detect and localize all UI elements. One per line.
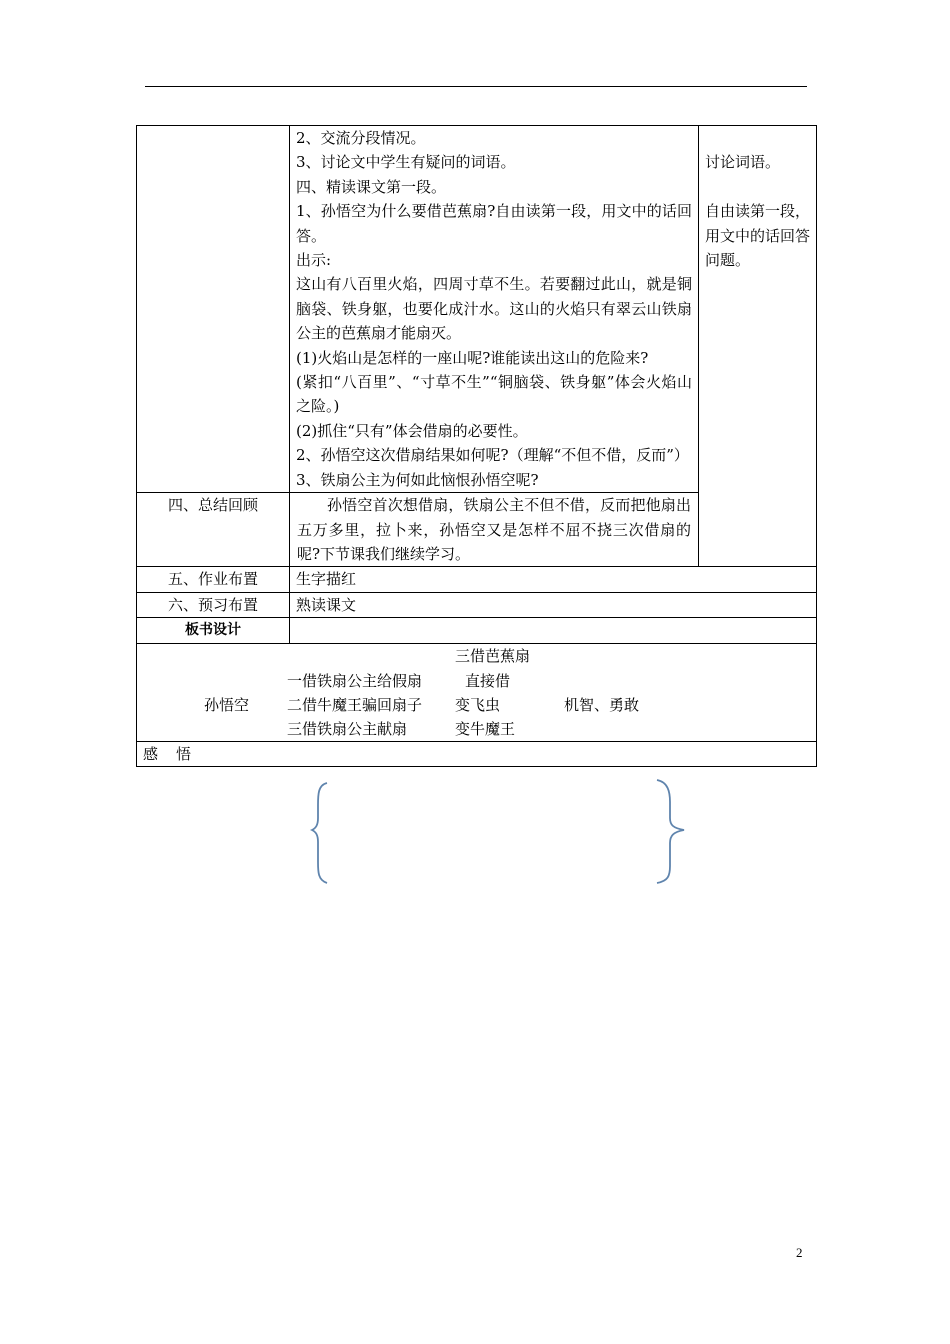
process-line: (2)抓住“只有”体会借扇的必要性。 xyxy=(296,421,528,440)
board-design-cell xyxy=(137,643,817,741)
student-activity-cell xyxy=(699,126,817,567)
summary-label: 四、总结回顾 xyxy=(137,493,290,567)
homework-row xyxy=(137,567,817,592)
board-event: 三借铁扇公主献扇 xyxy=(287,719,408,738)
summary-content-cell xyxy=(290,493,699,567)
board-method: 变飞虫 xyxy=(455,695,501,714)
board-method: 变牛魔王 xyxy=(455,719,516,738)
board-quality: 机智、勇敢 xyxy=(564,695,640,714)
lesson-plan-table xyxy=(136,125,817,767)
board-design-row xyxy=(137,643,817,741)
board-title: 三借芭蕉扇 xyxy=(455,646,531,665)
process-line: (1)火焰山是怎样的一座山呢?谁能读出这山的危险来? xyxy=(296,348,649,367)
board-event: 一借铁扇公主给假扇 xyxy=(287,671,423,690)
homework-text: 生字描红 xyxy=(290,567,817,592)
right-brace xyxy=(657,780,684,883)
board-design-label: 板书设计 xyxy=(137,618,290,643)
board-method: 直接借 xyxy=(465,671,511,690)
header-rule xyxy=(145,86,807,87)
quoted-passage: 这山有八百里火焰，四周寸草不生。若要翻过此山，就是铜脑袋、铁身躯，也要化成汁水。这山的火焰只有翠云山铁扇公主的芭蕉扇才能扇灭。 xyxy=(296,275,692,343)
reflection-label: 感悟 xyxy=(143,744,210,763)
process-line: (紧扣“八百里”、“寸草不生”“铜脑袋、铁身躯”体会火焰山之险。) xyxy=(296,373,692,416)
process-line: 2、孙悟空这次借扇结果如何呢?（理解“不但不借，反而”） xyxy=(296,446,689,465)
preview-label: 六、预习布置 xyxy=(137,592,290,617)
process-content-cell xyxy=(290,126,699,493)
teaching-process-row xyxy=(137,126,817,493)
summary-text: 孙悟空首次想借扇，铁扇公主不但不借，反而把他扇出五万多里，拉卜来，孙悟空又是怎样不屈不挠三次借扇的呢?下节课我们继续学习。 xyxy=(297,496,691,563)
process-line: 1、孙悟空为什么要借芭蕉扇?自由读第一段，用文中的话回答。 xyxy=(296,202,692,245)
student-note: 自由读第一段，用文中的话回答问题。 xyxy=(705,202,811,269)
board-design-header-empty xyxy=(290,618,817,643)
board-design-header-row xyxy=(137,618,817,643)
page-number: 2 xyxy=(796,1245,803,1260)
preview-text: 熟读课文 xyxy=(290,592,817,617)
preview-row xyxy=(137,592,817,617)
process-label-cell xyxy=(137,126,290,493)
left-brace xyxy=(312,783,327,883)
process-line: 出示: xyxy=(296,251,332,270)
student-note: 讨论词语。 xyxy=(705,153,781,172)
process-line: 3、讨论文中学生有疑问的词语。 xyxy=(296,153,516,172)
board-event: 二借牛魔王骗回扇子 xyxy=(287,695,423,714)
reflection-row xyxy=(137,741,817,766)
board-hero: 孙悟空 xyxy=(204,695,250,714)
reflection-cell xyxy=(137,741,817,766)
homework-label: 五、作业布置 xyxy=(137,567,290,592)
process-line: 3、铁扇公主为何如此恼恨孙悟空呢? xyxy=(296,470,539,489)
process-line: 四、精读课文第一段。 xyxy=(296,177,447,196)
process-line: 2、交流分段情况。 xyxy=(296,129,426,147)
